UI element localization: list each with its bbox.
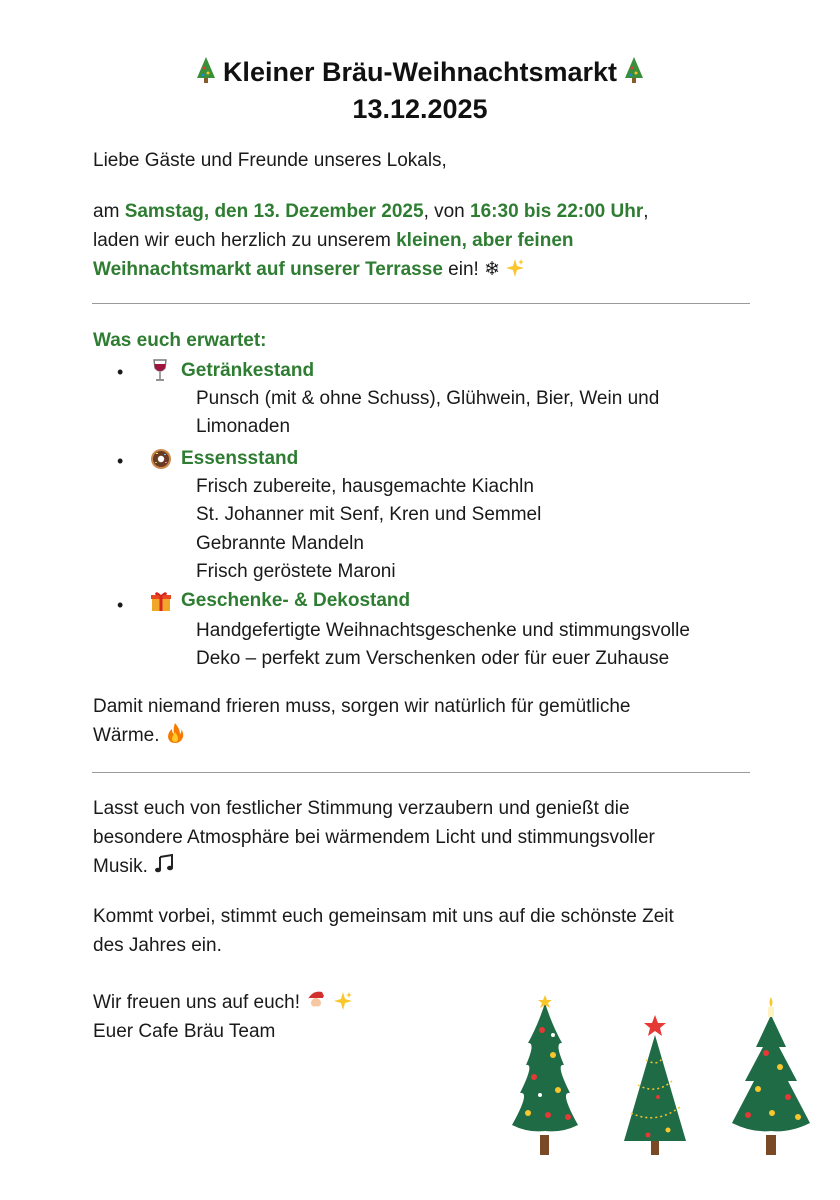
item-title-getraenkestand: Getränkestand: [181, 360, 315, 381]
christmas-tree-icon: [512, 995, 578, 1155]
warmth-text: Wärme.: [93, 725, 160, 746]
item-line: St. Johanner mit Senf, Kren und Semmel: [196, 504, 542, 525]
sparkles-icon: [505, 258, 525, 278]
bullet: •: [117, 362, 124, 382]
sparkles-icon: [333, 991, 353, 1011]
title-text: Kleiner Bräu-Weihnachtsmarkt: [222, 57, 618, 87]
donut-icon: [150, 448, 172, 470]
bullet: •: [117, 595, 124, 615]
christmas-tree-icon: [195, 56, 217, 84]
atmosphere-text: besondere Atmosphäre bei wärmendem Licht und stimmungsvoller: [93, 827, 655, 848]
item-title-geschenke-dekostand: Geschenke- & Dekostand: [181, 590, 411, 611]
warmth-paragraph: [93, 692, 753, 750]
intro-paragraph: [93, 197, 753, 284]
greeting: Liebe Gäste und Freunde unseres Lokals,: [93, 150, 447, 171]
event-date: 13.12.2025: [352, 94, 488, 124]
christmas-trees-illustration: [498, 985, 828, 1160]
item-line: Frisch zubereite, hausgemachte Kiachln: [196, 476, 534, 497]
item-line: Gebrannte Mandeln: [196, 533, 364, 554]
christmas-tree-icon: [624, 1015, 686, 1155]
bullet: •: [117, 451, 124, 471]
music-notes-icon: [153, 853, 175, 875]
page-title: [0, 56, 840, 88]
intro-text: , von: [423, 201, 471, 222]
intro-text: ein! ❄: [442, 259, 501, 280]
market-location: Weihnachtsmarkt auf unserer Terrasse: [93, 259, 443, 280]
event-time: 16:30 bis 22:00 Uhr: [470, 201, 644, 222]
item-title-essensstand: Essensstand: [181, 448, 299, 469]
gift-icon: [150, 590, 172, 612]
divider: [92, 772, 750, 773]
signature: Euer Cafe Bräu Team: [93, 1021, 276, 1042]
atmosphere-text: Lasst euch von festlicher Stimmung verzaubern und genießt die: [93, 798, 630, 819]
intro-text: laden wir euch herzlich zu unserem: [93, 230, 397, 251]
invite-paragraph: [93, 902, 753, 960]
christmas-tree-icon: [623, 56, 645, 84]
divider: [92, 303, 750, 304]
item-line: Limonaden: [196, 416, 291, 437]
atmosphere-paragraph: [93, 794, 753, 881]
invite-text: des Jahres ein.: [93, 935, 222, 956]
santa-icon: [305, 989, 327, 1011]
item-line: Punsch (mit & ohne Schuss), Glühwein, Bier, Wein und: [196, 388, 660, 409]
item-line: Deko – perfekt zum Verschenken oder für euer Zuhause: [196, 648, 670, 669]
market-highlight: kleinen, aber feinen: [396, 230, 574, 251]
event-day: Samstag, den 13. Dezember 2025: [124, 201, 424, 222]
closing-text: Wir freuen uns auf euch!: [93, 992, 300, 1013]
christmas-tree-icon: [732, 997, 810, 1155]
intro-text: ,: [643, 201, 649, 222]
wine-glass-icon: [150, 358, 170, 382]
item-line: Frisch geröstete Maroni: [196, 561, 396, 582]
warmth-text: Damit niemand frieren muss, sorgen wir natürlich für gemütliche: [93, 696, 631, 717]
section-heading: Was euch erwartet:: [93, 330, 267, 351]
atmosphere-text: Musik.: [93, 856, 148, 877]
intro-text: am: [93, 201, 125, 222]
item-line: Handgefertigte Weihnachtsgeschenke und stimmungsvolle: [196, 620, 690, 641]
fire-icon: [165, 722, 185, 744]
invite-text: Kommt vorbei, stimmt euch gemeinsam mit uns auf die schönste Zeit: [93, 906, 674, 927]
